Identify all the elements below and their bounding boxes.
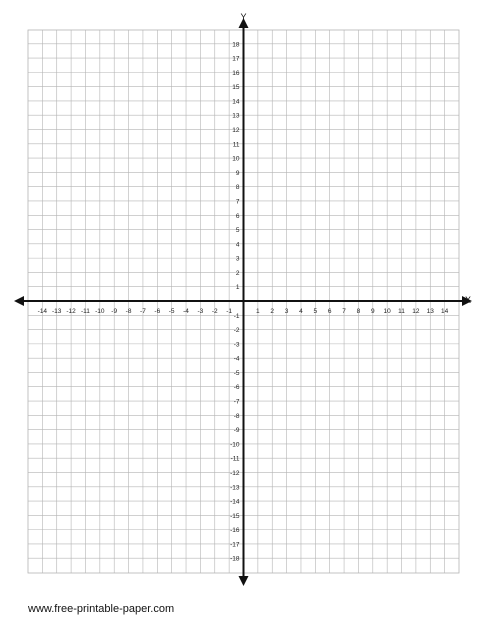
footer-url: www.free-printable-paper.com [28, 603, 175, 615]
x-tick-label: 14 [441, 308, 449, 315]
x-tick-label: 7 [342, 308, 346, 315]
y-tick-label: 6 [235, 212, 240, 220]
y-tick-label: -17 [230, 541, 240, 549]
x-tick-label: 13 [426, 308, 434, 315]
y-tick-label: 1 [235, 284, 240, 292]
x-tick-label: -2 [211, 308, 218, 315]
y-tick-label: 18 [232, 41, 240, 49]
y-tick-label: -18 [230, 555, 240, 563]
x-tick-label: -12 [66, 308, 76, 315]
y-tick-label: 2 [235, 269, 240, 277]
y-tick-label: 10 [232, 155, 240, 163]
x-tick-label: -7 [140, 308, 146, 315]
x-tick-label: -4 [183, 308, 189, 315]
y-tick-label: -9 [233, 427, 240, 435]
x-tick-label: -3 [197, 308, 204, 315]
x-tick-label: 3 [284, 308, 289, 315]
y-tick-label: -15 [230, 512, 240, 520]
y-tick-label: -4 [233, 355, 240, 363]
y-tick-label: -8 [233, 412, 240, 420]
y-tick-label: -13 [230, 484, 240, 492]
x-tick-label: 2 [270, 308, 275, 315]
y-tick-label: -7 [233, 398, 240, 406]
x-axis-left-arrow [14, 296, 24, 306]
x-tick-label: -6 [154, 308, 161, 315]
x-tick-label: 1 [256, 308, 260, 315]
x-tick-label: 12 [412, 308, 420, 315]
y-tick-label: -16 [230, 527, 240, 535]
y-tick-label: -1 [233, 312, 240, 320]
x-tick-label: 8 [356, 308, 361, 315]
y-tick-label: 5 [235, 227, 240, 235]
y-tick-label: 12 [232, 127, 240, 135]
x-tick-label: 10 [383, 308, 391, 315]
y-tick-label: 16 [232, 69, 240, 77]
x-tick-label: 5 [313, 308, 318, 315]
y-axis-label: Y [240, 12, 247, 22]
y-tick-label: 9 [235, 169, 240, 177]
y-tick-label: 14 [232, 98, 240, 106]
y-tick-label: 11 [232, 141, 240, 149]
x-tick-label: 4 [299, 308, 303, 315]
y-tick-label: 7 [235, 198, 240, 206]
y-tick-label: 8 [235, 184, 240, 192]
x-tick-label: 11 [398, 308, 405, 315]
y-tick-label: -3 [233, 341, 240, 349]
x-tick-label: -11 [81, 308, 90, 315]
x-tick-label: -1 [226, 308, 233, 315]
x-tick-label: 6 [327, 308, 332, 315]
y-tick-label: 15 [232, 84, 240, 92]
y-tick-label: 4 [235, 241, 240, 249]
x-tick-label: -5 [168, 308, 175, 315]
y-tick-label: 13 [232, 112, 240, 120]
y-tick-label: -14 [230, 498, 240, 506]
y-axis-bottom-arrow [239, 576, 249, 586]
x-tick-label: -14 [37, 308, 48, 315]
x-tick-label: -8 [125, 308, 132, 315]
y-tick-label: 17 [232, 55, 240, 63]
y-tick-label: -5 [233, 369, 240, 377]
x-tick-label: -13 [52, 308, 62, 315]
x-axis-label: X [465, 295, 472, 305]
y-tick-label: -12 [230, 469, 240, 477]
y-tick-label: -11 [230, 455, 240, 463]
x-tick-label: -10 [95, 308, 105, 315]
x-tick-label: -9 [111, 308, 118, 315]
y-tick-label: -10 [230, 441, 240, 449]
y-tick-label: -2 [233, 327, 240, 335]
x-tick-label: 9 [370, 308, 375, 315]
y-tick-label: 3 [235, 255, 240, 263]
y-tick-label: -6 [233, 384, 240, 392]
